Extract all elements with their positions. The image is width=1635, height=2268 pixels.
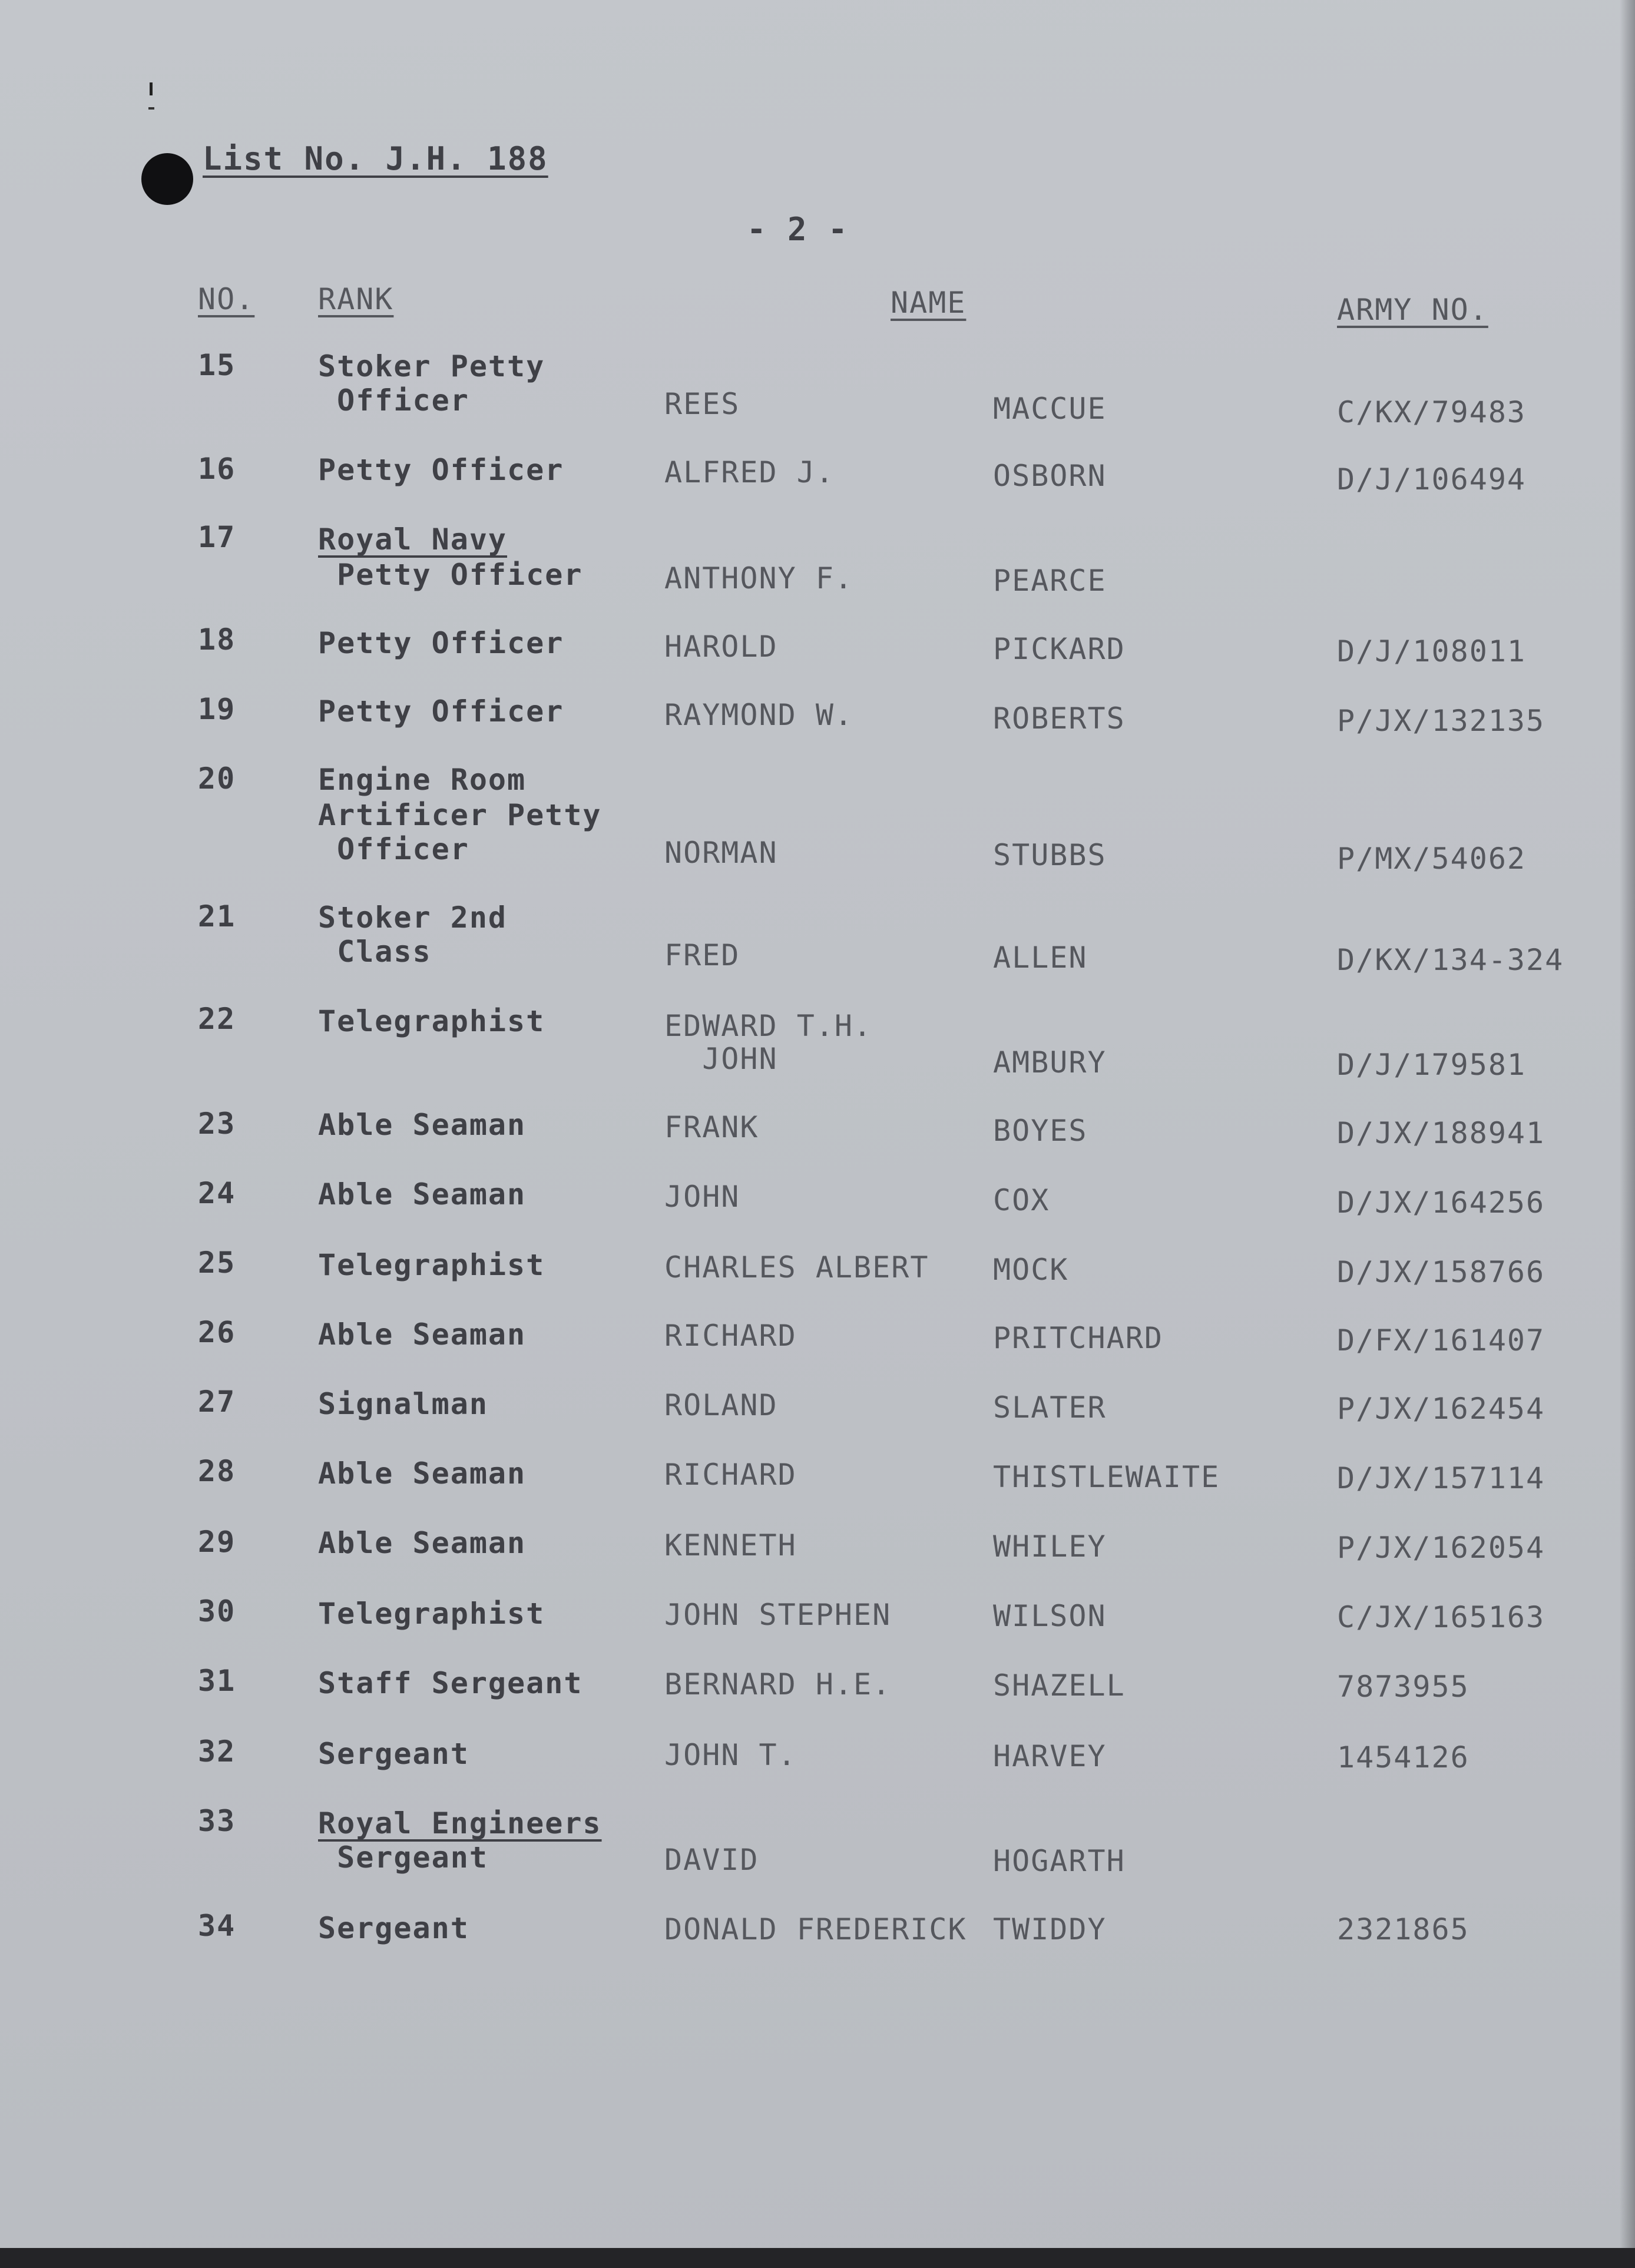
row-service-number: D/FX/161407 [1337,1323,1545,1358]
row-service-number: P/JX/162054 [1337,1531,1545,1565]
header-army-no: ARMY NO. [1337,293,1488,327]
row-first-name: JOHN [664,1180,740,1214]
row-service-number: D/KX/134-324 [1337,943,1564,977]
row-rank-line: Telegraphist [318,1248,545,1282]
row-no: 27 [198,1385,236,1419]
row-first-name: ALFRED J. [664,455,835,489]
row-no: 34 [198,1909,236,1943]
scan-edge [1620,0,1635,2268]
row-service-number: 7873955 [1337,1670,1469,1704]
row-no: 28 [198,1454,236,1488]
row-surname: WHILEY [993,1529,1107,1564]
row-first-name: FRANK [664,1110,759,1144]
row-first-name: ANTHONY F. [664,561,854,595]
row-first-name: DONALD FREDERICK [664,1912,967,1946]
row-rank-line: Petty Officer [318,694,564,729]
row-service-number: C/KX/79483 [1337,395,1527,429]
row-first-name: KENNETH [664,1528,797,1562]
row-no: 20 [198,761,236,796]
row-service-number: P/MX/54062 [1337,842,1527,876]
row-service-number: C/JX/165163 [1337,1600,1545,1634]
row-rank-line: Able Seaman [318,1526,527,1560]
row-service-number: 1454126 [1337,1740,1469,1774]
row-first-name: NORMAN [664,836,778,870]
list-number: List No. J.H. 188 [203,140,548,177]
row-first-name: RICHARD [664,1319,797,1353]
row-rank-line: Petty Officer [318,558,583,592]
row-surname: SHAZELL [993,1668,1126,1703]
row-rank-line: Able Seaman [318,1456,527,1491]
row-first-name: CHARLES ALBERT [664,1250,929,1284]
row-no: 29 [198,1525,236,1559]
row-first-name: RICHARD [664,1458,797,1492]
row-no: 26 [198,1315,236,1349]
row-no: 30 [198,1594,236,1628]
row-rank-line: Class [318,935,432,969]
row-rank-line: Sergeant [318,1911,469,1945]
row-first-name: EDWARD T.H. [664,1009,873,1043]
row-first-name: RAYMOND W. [664,698,854,732]
row-rank-line: Telegraphist [318,1597,545,1631]
row-rank-line: Signalman [318,1387,488,1421]
row-surname: ALLEN [993,941,1088,975]
row-rank-line: Able Seaman [318,1108,527,1142]
row-rank-heading: Royal Navy [318,522,508,557]
row-rank-line: Sergeant [318,1840,488,1875]
row-rank-line: Staff Sergeant [318,1666,583,1700]
row-surname: SLATER [993,1390,1107,1425]
page-number: - 2 - [747,211,849,248]
row-surname: ROBERTS [993,701,1126,736]
row-no: 18 [198,623,236,657]
row-surname: HOGARTH [993,1844,1126,1878]
row-no: 33 [198,1804,236,1838]
row-surname: MOCK [993,1253,1069,1287]
row-surname: STUBBS [993,838,1107,872]
row-first-name: HAROLD [664,630,778,664]
row-no: 22 [198,1002,236,1036]
row-first-name: JOHN [664,1042,778,1076]
row-first-name: BERNARD H.E. [664,1667,892,1701]
row-surname: OSBORN [993,459,1107,493]
pen-mark [150,82,153,95]
row-surname: PICKARD [993,632,1126,666]
row-rank-line: Petty Officer [318,626,564,660]
row-no: 31 [198,1664,236,1698]
row-rank-line: Petty Officer [318,453,564,487]
row-surname: THISTLEWAITE [993,1460,1220,1494]
header-name: NAME [891,286,967,320]
row-surname: HARVEY [993,1739,1107,1773]
row-no: 16 [198,452,236,486]
row-first-name: DAVID [664,1843,759,1877]
row-first-name: REES [664,387,740,421]
row-rank-line: Officer [318,832,469,866]
row-rank-heading: Royal Engineers [318,1806,602,1840]
row-service-number: D/JX/164256 [1337,1186,1545,1220]
row-service-number: D/J/106494 [1337,462,1527,496]
row-surname: PRITCHARD [993,1321,1163,1355]
scan-edge [0,2248,1635,2268]
row-service-number: D/J/108011 [1337,634,1527,668]
row-surname: TWIDDY [993,1912,1107,1946]
row-rank-line: Telegraphist [318,1004,545,1038]
header-no: NO. [198,282,255,316]
row-no: 21 [198,899,236,933]
row-no: 32 [198,1734,236,1769]
row-rank-line: Officer [318,383,469,418]
row-surname: COX [993,1183,1050,1217]
row-no: 24 [198,1176,236,1210]
row-service-number: P/JX/132135 [1337,704,1545,738]
row-surname: BOYES [993,1114,1088,1148]
row-rank-line: Sergeant [318,1737,469,1771]
row-first-name: ROLAND [664,1388,778,1422]
row-rank-line: Artificer Petty [318,798,602,832]
row-service-number: D/JX/188941 [1337,1116,1545,1150]
row-no: 25 [198,1246,236,1280]
row-no: 23 [198,1107,236,1141]
row-service-number: D/JX/157114 [1337,1461,1545,1495]
row-surname: AMBURY [993,1045,1107,1080]
row-rank-line: Stoker 2nd [318,900,508,935]
row-no: 15 [198,348,236,382]
row-rank-line: Engine Room [318,763,527,797]
row-surname: PEARCE [993,564,1107,598]
row-first-name: JOHN T. [664,1738,797,1772]
punch-hole [141,153,193,205]
row-first-name: JOHN STEPHEN [664,1598,892,1632]
row-no: 19 [198,692,236,726]
row-service-number: P/JX/162454 [1337,1392,1545,1426]
row-first-name: FRED [664,938,740,972]
row-no: 17 [198,520,236,554]
row-surname: WILSON [993,1599,1107,1633]
row-rank-line: Able Seaman [318,1177,527,1211]
row-rank-line: Able Seaman [318,1317,527,1352]
row-service-number: 2321865 [1337,1912,1469,1946]
pen-mark [148,107,154,110]
row-service-number: D/JX/158766 [1337,1255,1545,1289]
row-service-number: D/J/179581 [1337,1048,1527,1082]
row-rank-line: Stoker Petty [318,349,545,383]
header-rank: RANK [318,282,394,316]
row-surname: MACCUE [993,392,1107,426]
